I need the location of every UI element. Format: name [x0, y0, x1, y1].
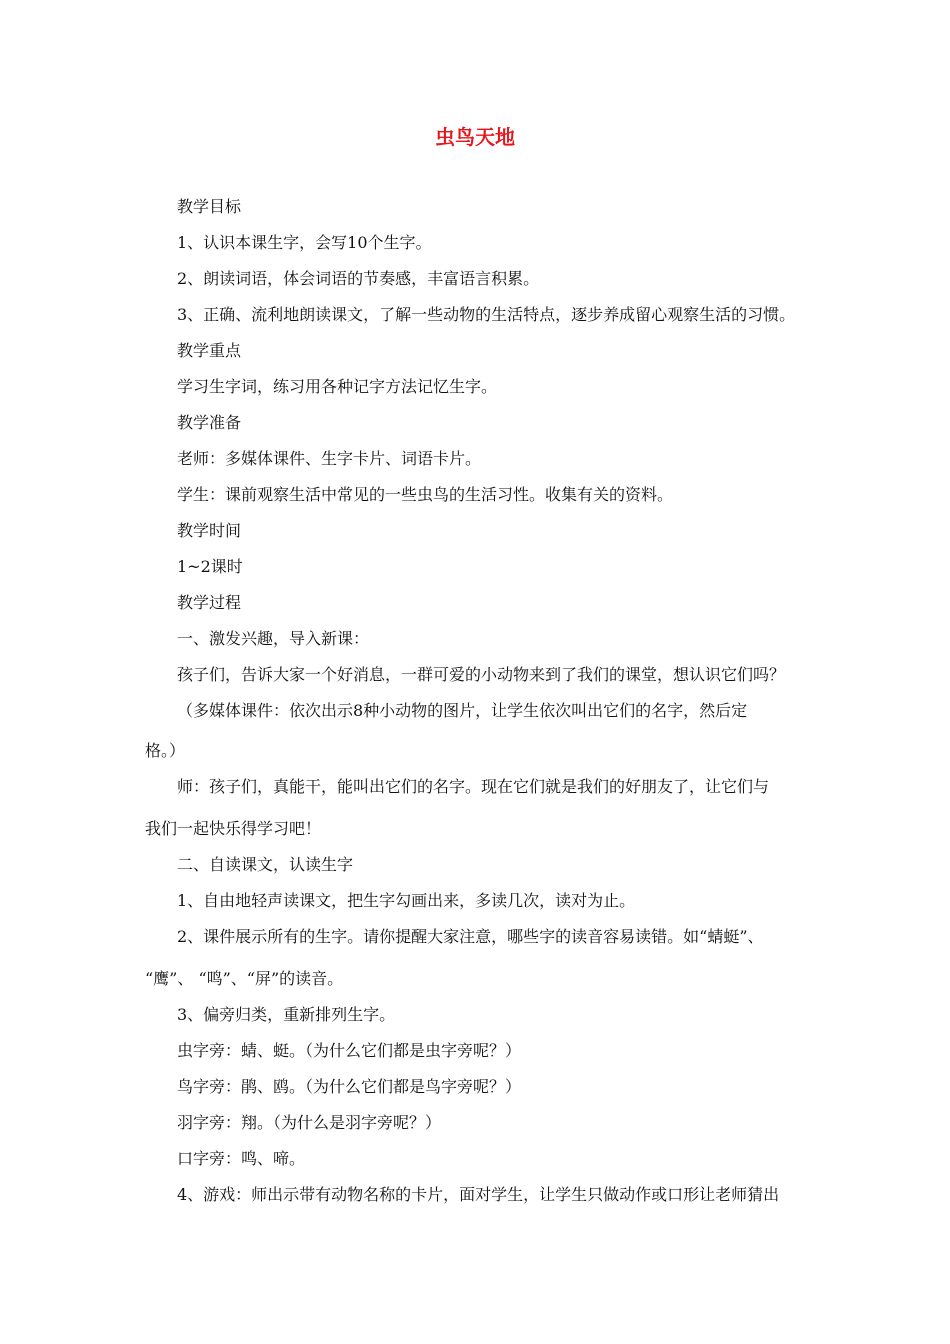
- heading-teaching-process: 教学过程: [177, 593, 242, 612]
- heading-preparation: 教学准备: [177, 413, 242, 432]
- teaching-time-value: 1~2课时: [177, 557, 243, 576]
- paragraph-line: 师：孩子们，真能干，能叫出它们的名字。现在它们就是我们的好朋友了，让它们与: [177, 777, 770, 796]
- paragraph-line: “鹰”、 “鸣”、“屏”的读音。: [145, 969, 344, 988]
- heading-key-points: 教学重点: [177, 341, 242, 360]
- section-2-heading: 二、自读课文，认读生字: [177, 855, 354, 874]
- radical-group-mouth: 口字旁：鸣、啼。: [177, 1149, 306, 1168]
- paragraph-line: 1、自由地轻声读课文，把生字勾画出来，多读几次，读对为止。: [177, 891, 636, 910]
- heading-teaching-goals: 教学目标: [177, 197, 242, 216]
- paragraph-line: 3、偏旁归类，重新排列生字。: [177, 1005, 396, 1024]
- paragraph-line: 格。）: [145, 741, 186, 760]
- radical-group-insect: 虫字旁：蜻、蜓。（为什么它们都是虫字旁呢？）: [177, 1041, 522, 1060]
- goal-item-2: 2、朗读词语，体会词语的节奏感，丰富语言积累。: [177, 269, 540, 288]
- paragraph-line: （多媒体课件：依次出示8种小动物的图片，让学生依次叫出它们的名字，然后定: [177, 701, 748, 720]
- goal-item-3: 3、正确、流利地朗读课文，了解一些动物的生活特点，逐步养成留心观察生活的习惯。: [177, 305, 796, 324]
- key-points-text: 学习生字词，练习用各种记字方法记忆生字。: [177, 377, 498, 396]
- radical-group-feather: 羽字旁：翔。（为什么是羽字旁呢？）: [177, 1113, 442, 1132]
- preparation-student: 学生：课前观察生活中常见的一些虫鸟的生活习性。收集有关的资料。: [177, 485, 674, 504]
- paragraph-line: 孩子们，告诉大家一个好消息，一群可爱的小动物来到了我们的课堂，想认识它们吗？: [177, 665, 786, 684]
- section-1-heading: 一、激发兴趣，导入新课：: [177, 629, 370, 648]
- preparation-teacher: 老师：多媒体课件、生字卡片、词语卡片。: [177, 449, 482, 468]
- heading-teaching-time: 教学时间: [177, 521, 242, 540]
- paragraph-line: 4、游戏：师出示带有动物名称的卡片，面对学生，让学生只做动作或口形让老师猜出: [177, 1185, 780, 1204]
- goal-item-1: 1、认识本课生字，会写10个生字。: [177, 233, 432, 252]
- paragraph-line: 2、课件展示所有的生字。请你提醒大家注意，哪些字的读音容易读错。如“蜻蜓”、: [177, 927, 764, 946]
- document-title: 虫鸟天地: [435, 125, 515, 149]
- radical-group-bird: 鸟字旁：鹃、鸥。（为什么它们都是鸟字旁呢？）: [177, 1077, 522, 1096]
- paragraph-line: 我们一起快乐得学习吧！: [145, 819, 322, 838]
